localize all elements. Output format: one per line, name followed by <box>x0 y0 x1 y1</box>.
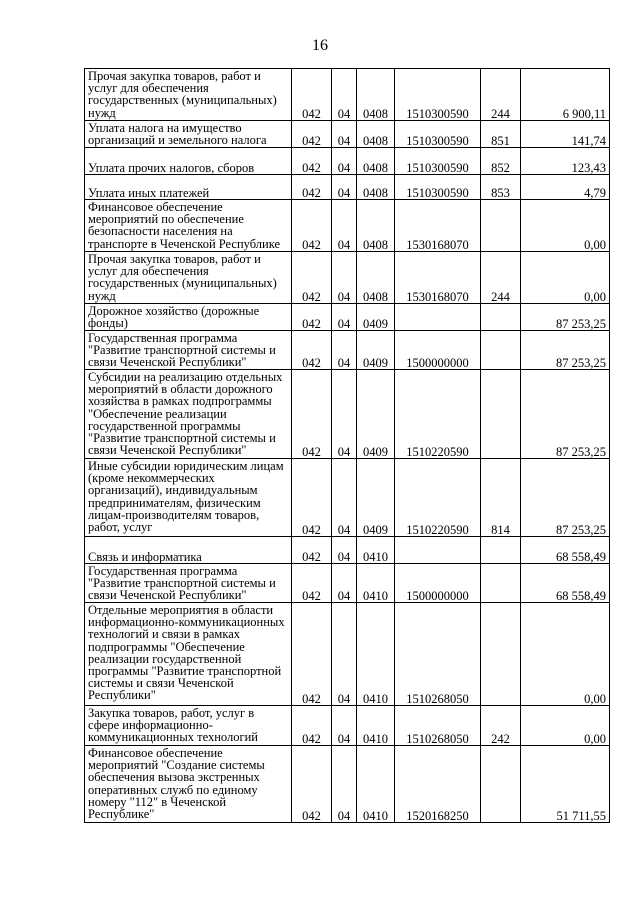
budget-table <box>84 68 610 823</box>
cell-vr <box>481 603 521 706</box>
cell-vr <box>481 304 521 331</box>
cell-rz: 04 <box>332 69 357 121</box>
cell-rz: 04 <box>332 200 357 252</box>
cell-csr: 1520168250 <box>395 746 481 823</box>
cell-rz: 04 <box>332 252 357 304</box>
cell-name: Отдельные мероприятия в области информационно-коммуникационных технологий и связи в рамках подпрограммы "Обеспечение реализации государственной программы "Развитие транспортной системы и связи Чеченской Республики" <box>85 603 292 706</box>
cell-csr: 1510300590 <box>395 69 481 121</box>
cell-pr: 0410 <box>357 537 395 564</box>
cell-rz: 04 <box>332 603 357 706</box>
cell-grbs: 042 <box>292 175 332 200</box>
cell-csr: 1510268050 <box>395 603 481 706</box>
cell-grbs: 042 <box>292 304 332 331</box>
cell-sum: 87 253,25 <box>521 459 610 537</box>
cell-rz: 04 <box>332 706 357 746</box>
cell-name: Связь и информатика <box>85 537 292 564</box>
table-row <box>85 175 610 200</box>
cell-name: Государственная программа "Развитие транспортной системы и связи Чеченской Республики" <box>85 564 292 603</box>
cell-vr <box>481 537 521 564</box>
cell-rz: 04 <box>332 121 357 148</box>
cell-rz: 04 <box>332 304 357 331</box>
cell-grbs: 042 <box>292 746 332 823</box>
cell-pr: 0409 <box>357 459 395 537</box>
cell-name: Субсидии на реализацию отдельных мероприятий в области дорожного хозяйства в рамках подпрограммы "Обеспечение реализации государственной программы "Развитие транспортной системы и связи Чеченской Республики" <box>85 370 292 459</box>
cell-rz: 04 <box>332 746 357 823</box>
cell-csr: 1510300590 <box>395 175 481 200</box>
table-row <box>85 121 610 148</box>
cell-sum: 0,00 <box>521 603 610 706</box>
cell-vr <box>481 370 521 459</box>
cell-rz: 04 <box>332 564 357 603</box>
cell-vr: 851 <box>481 121 521 148</box>
cell-grbs: 042 <box>292 603 332 706</box>
cell-grbs: 042 <box>292 331 332 370</box>
cell-sum: 4,79 <box>521 175 610 200</box>
cell-grbs: 042 <box>292 564 332 603</box>
cell-vr: 244 <box>481 252 521 304</box>
table-row <box>85 706 610 746</box>
cell-grbs: 042 <box>292 459 332 537</box>
cell-sum: 123,43 <box>521 148 610 175</box>
cell-sum: 87 253,25 <box>521 370 610 459</box>
cell-sum: 51 711,55 <box>521 746 610 823</box>
cell-pr: 0408 <box>357 175 395 200</box>
cell-pr: 0408 <box>357 252 395 304</box>
cell-csr: 1510220590 <box>395 459 481 537</box>
cell-grbs: 042 <box>292 69 332 121</box>
cell-csr: 1500000000 <box>395 331 481 370</box>
cell-sum: 141,74 <box>521 121 610 148</box>
table-row <box>85 537 610 564</box>
cell-sum: 68 558,49 <box>521 537 610 564</box>
cell-sum: 0,00 <box>521 200 610 252</box>
cell-sum: 87 253,25 <box>521 304 610 331</box>
table-row <box>85 603 610 706</box>
cell-pr: 0410 <box>357 706 395 746</box>
cell-name: Государственная программа "Развитие транспортной системы и связи Чеченской Республики" <box>85 331 292 370</box>
cell-csr: 1530168070 <box>395 200 481 252</box>
table-row <box>85 746 610 823</box>
cell-name: Уплата налога на имущество организаций и земельного налога <box>85 121 292 148</box>
table-row <box>85 564 610 603</box>
table-row <box>85 200 610 252</box>
cell-grbs: 042 <box>292 252 332 304</box>
budget-table-body <box>85 69 610 823</box>
cell-sum: 0,00 <box>521 252 610 304</box>
cell-pr: 0409 <box>357 304 395 331</box>
cell-pr: 0408 <box>357 121 395 148</box>
cell-rz: 04 <box>332 459 357 537</box>
cell-csr: 1510268050 <box>395 706 481 746</box>
cell-csr: 1500000000 <box>395 564 481 603</box>
table-row <box>85 148 610 175</box>
cell-grbs: 042 <box>292 370 332 459</box>
cell-rz: 04 <box>332 175 357 200</box>
cell-name: Иные субсидии юридическим лицам (кроме некоммерческих организаций), индивидуальным предпринимателям, физическим лицам-производителям товаров, работ, услуг <box>85 459 292 537</box>
cell-vr: 853 <box>481 175 521 200</box>
table-row <box>85 459 610 537</box>
cell-vr <box>481 746 521 823</box>
cell-rz: 04 <box>332 148 357 175</box>
cell-vr <box>481 331 521 370</box>
cell-name: Уплата иных платежей <box>85 175 292 200</box>
cell-rz: 04 <box>332 370 357 459</box>
cell-csr <box>395 537 481 564</box>
cell-pr: 0409 <box>357 331 395 370</box>
cell-csr: 1510300590 <box>395 148 481 175</box>
cell-vr: 244 <box>481 69 521 121</box>
cell-vr: 814 <box>481 459 521 537</box>
cell-grbs: 042 <box>292 148 332 175</box>
cell-pr: 0408 <box>357 200 395 252</box>
cell-pr: 0409 <box>357 370 395 459</box>
cell-grbs: 042 <box>292 121 332 148</box>
cell-name: Финансовое обеспечение мероприятий по обеспечение безопасности населения на транспорте в Чеченской Республике <box>85 200 292 252</box>
cell-csr: 1510220590 <box>395 370 481 459</box>
table-row <box>85 331 610 370</box>
table-row <box>85 69 610 121</box>
cell-pr: 0408 <box>357 148 395 175</box>
cell-grbs: 042 <box>292 706 332 746</box>
cell-sum: 68 558,49 <box>521 564 610 603</box>
cell-sum: 87 253,25 <box>521 331 610 370</box>
cell-pr: 0410 <box>357 746 395 823</box>
cell-grbs: 042 <box>292 537 332 564</box>
cell-name: Уплата прочих налогов, сборов <box>85 148 292 175</box>
cell-vr: 242 <box>481 706 521 746</box>
cell-csr: 1510300590 <box>395 121 481 148</box>
table-row <box>85 252 610 304</box>
cell-grbs: 042 <box>292 200 332 252</box>
table-row <box>85 304 610 331</box>
table-row <box>85 370 610 459</box>
cell-pr: 0408 <box>357 69 395 121</box>
cell-name: Прочая закупка товаров, работ и услуг для обеспечения государственных (муниципальных) нужд <box>85 252 292 304</box>
cell-name: Финансовое обеспечение мероприятий "Создание системы обеспечения вызова экстренных оперативных служб по единому номеру "112" в Чеченской Республике" <box>85 746 292 823</box>
page-number: 16 <box>312 37 328 54</box>
cell-name: Прочая закупка товаров, работ и услуг для обеспечения государственных (муниципальных) нужд <box>85 69 292 121</box>
cell-name: Дорожное хозяйство (дорожные фонды) <box>85 304 292 331</box>
cell-sum: 6 900,11 <box>521 69 610 121</box>
cell-csr: 1530168070 <box>395 252 481 304</box>
cell-vr: 852 <box>481 148 521 175</box>
cell-rz: 04 <box>332 537 357 564</box>
cell-vr <box>481 564 521 603</box>
cell-vr <box>481 200 521 252</box>
cell-pr: 0410 <box>357 564 395 603</box>
cell-pr: 0410 <box>357 603 395 706</box>
cell-rz: 04 <box>332 331 357 370</box>
cell-sum: 0,00 <box>521 706 610 746</box>
cell-name: Закупка товаров, работ, услуг в сфере информационно-коммуникационных технологий <box>85 706 292 746</box>
cell-csr <box>395 304 481 331</box>
